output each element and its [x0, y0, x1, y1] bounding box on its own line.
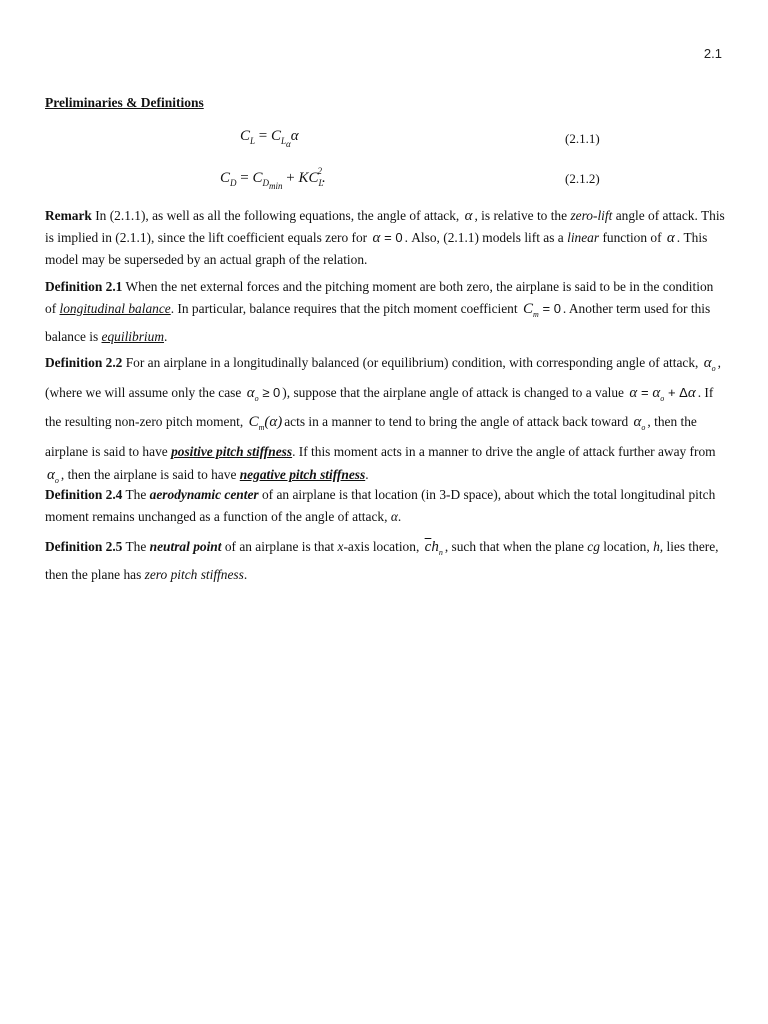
- def25-text-5: location,: [599, 539, 654, 554]
- section-heading: Preliminaries & Definitions: [45, 95, 204, 110]
- remark-paragraph: [45, 205, 725, 271]
- remark-lead: Remark: [45, 208, 92, 223]
- cm-alpha: $C_m(\alpha)$: [248, 414, 283, 432]
- def25-text-2: of an airplane is that: [221, 539, 338, 554]
- cm-equals-zero: $C_m = 0$: [522, 301, 561, 319]
- alpha-equation: $\alpha = \alpha_o + \Delta\alpha$: [629, 384, 696, 403]
- def22-text-2: , (where we will assume only the case: [45, 355, 721, 400]
- def25-text-1: The: [122, 539, 150, 554]
- def24-text-2: of an airplane is that location (in 3-D space), about which the total longitudinal pitch moment remains unchanged as a function of the angle of attack,: [45, 487, 716, 524]
- def22-text-1: For an airplane in a longitudinally balanced (or equilibrium) condition, with corresponding angle of attack,: [122, 355, 702, 370]
- definition-2-1-lead: Definition 2.1: [45, 279, 123, 294]
- def22-text-9: .: [365, 467, 369, 482]
- definition-2-4: [45, 484, 725, 528]
- definition-2-5: [45, 536, 725, 586]
- h-symbol: h,: [653, 539, 664, 554]
- negative-pitch-stiffness-term: negative pitch stiffness: [239, 467, 366, 482]
- alpha-symbol: α: [666, 230, 675, 246]
- definition-2-2: [45, 351, 725, 493]
- alpha-o-geq-zero: $\alpha_o \ge 0$: [246, 384, 281, 403]
- equation-lift: $C_L = C_{L_\alpha}\alpha$: [240, 128, 299, 149]
- remark-text-1: In (2.1.1), as well as all the following equations, the angle of attack,: [91, 208, 463, 223]
- aerodynamic-center-term: aerodynamic center: [149, 487, 259, 502]
- page-number: 2.1: [703, 46, 722, 61]
- alpha-equals-zero: α = 0: [372, 230, 403, 246]
- def22-text-5: acts in a manner to tend to bring the angle of attack back toward: [284, 414, 632, 429]
- zero-lift-term: zero-lift: [570, 208, 613, 223]
- c-bar-h-n-symbol: $\overline{c}h_n$: [424, 539, 443, 557]
- alpha-o-symbol: $\alpha_o$: [47, 467, 59, 485]
- def22-text-6: , then the airplane is said to have: [45, 414, 697, 459]
- zero-pitch-stiffness-term: zero pitch stiffness: [144, 567, 244, 582]
- def25-text-3: -axis location,: [343, 539, 423, 554]
- remark-text-4: . Also, (2.1.1) models lift as a: [404, 230, 568, 245]
- remark-text-2: , is relative to the: [474, 208, 571, 223]
- def22-text-7: . If this moment acts in a manner to drive the angle of attack further away from: [292, 443, 716, 459]
- def21-text-3: . Another term used for this balance is: [45, 301, 711, 344]
- equilibrium-term: equilibrium: [101, 329, 165, 344]
- def24-text-3: .: [397, 509, 402, 524]
- equation-number-2: (2.1.2): [565, 171, 600, 186]
- definition-2-5-lead: Definition 2.5: [45, 539, 123, 554]
- def21-text-1: When the net external forces and the pitching moment are both zero, the airplane is said to be in the condition of: [45, 279, 714, 316]
- definition-2-1: [45, 276, 725, 348]
- def22-text-8: , then the airplane is said to have: [60, 467, 240, 482]
- cg-term: cg: [587, 539, 600, 554]
- x-axis-symbol: x: [337, 539, 344, 554]
- neutral-point-term: neutral point: [149, 539, 222, 554]
- def21-text-2: . In particular, balance requires that the pitch moment coefficient: [170, 301, 521, 316]
- def25-text-6: lies there, then the plane has: [45, 539, 719, 582]
- alpha-o-symbol: $\alpha_o$: [633, 414, 646, 432]
- alpha-symbol: α: [464, 208, 473, 224]
- remark-text-6: . This model may be superseded by an actual graph of the relation.: [45, 230, 708, 267]
- def21-text-4: .: [164, 329, 168, 344]
- def22-text-4: . If the resulting non-zero pitch moment,: [45, 384, 714, 429]
- alpha-o-symbol: $\alpha_o$: [703, 355, 716, 373]
- definition-2-2-lead: Definition 2.2: [45, 355, 123, 370]
- definition-2-4-lead: Definition 2.4: [45, 487, 123, 502]
- def24-text-1: The: [122, 487, 150, 502]
- remark-text-5: function of: [599, 230, 665, 245]
- def25-text-7: .: [243, 567, 248, 582]
- equation-drag: $C_D = C_{D_{min}} + KC_L^2$.: [220, 166, 326, 191]
- def25-text-4: , such that when the plane: [444, 539, 588, 554]
- linear-term: linear: [567, 230, 600, 245]
- def22-text-3: ), suppose that the airplane angle of attack is changed to a value: [282, 384, 628, 400]
- positive-pitch-stiffness-term: positive pitch stiffness: [171, 443, 293, 459]
- longitudinal-balance-term: longitudinal balance: [59, 301, 171, 316]
- equation-number-1: (2.1.1): [565, 131, 600, 146]
- remark-text-3: angle of attack. This is implied in (2.1.1), since the lift coefficient equals zero for: [45, 208, 725, 245]
- alpha-inline: α: [390, 509, 398, 524]
